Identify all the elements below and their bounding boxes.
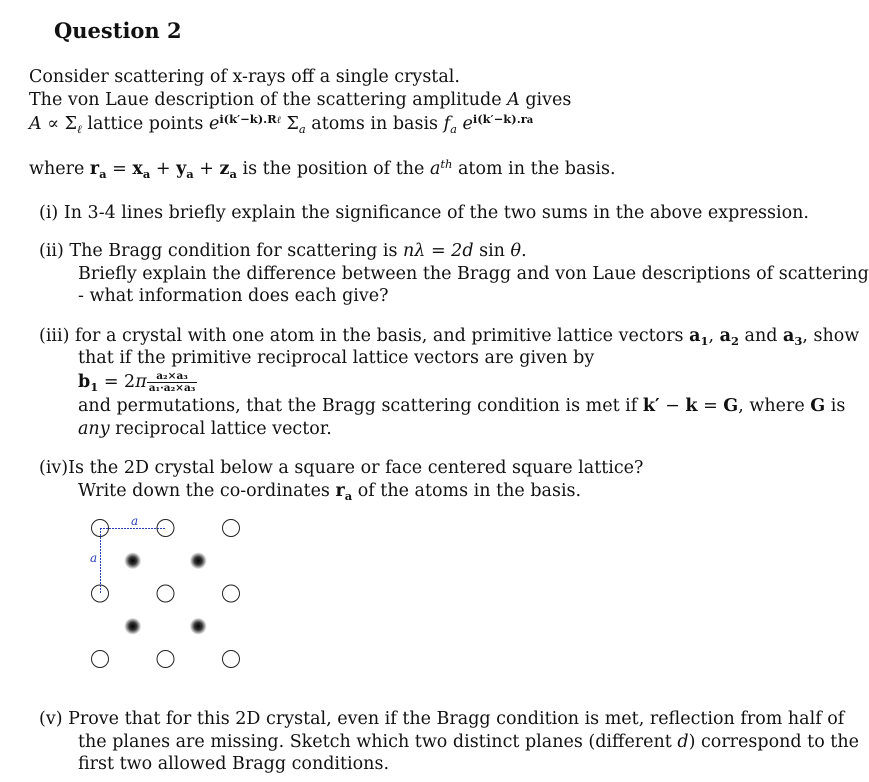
g-vector: G	[723, 396, 739, 416]
equals-sign: =	[697, 396, 724, 416]
eq-exp-1-sub: ℓ	[276, 115, 281, 126]
part-iii-text-a: (iii) for a crystal with one atom in the basis, and primitive lattice vectors	[39, 326, 690, 346]
part-v-text-b: ) correspond to the	[688, 732, 859, 752]
part-iv-text-a: Write down the co-ordinates	[78, 481, 336, 501]
part-i: (i) In 3-4 lines briefly explain the significance of the two sums in the above expression.	[39, 203, 809, 223]
bragg-sin: sin	[473, 241, 511, 261]
xa-sub: a	[142, 167, 151, 181]
za-sub: a	[229, 167, 237, 181]
crystal-lattice-diagram	[80, 508, 255, 673]
bragg-period: .	[521, 241, 527, 261]
plus-2: +	[193, 159, 220, 179]
filled-basis-atom	[124, 552, 141, 569]
th-superscript: th	[440, 157, 453, 171]
a-symbol: a	[429, 159, 441, 179]
where-text-1: where	[29, 159, 90, 179]
where-text: , where	[738, 396, 811, 416]
eq-exp-1-base: e	[208, 114, 220, 134]
eq-form-factor: f	[443, 114, 451, 134]
lattice-constant-top-label: a	[131, 514, 139, 528]
g-vector-2: G	[810, 396, 826, 416]
show-text: , show	[802, 326, 860, 346]
ra-sub: a	[99, 167, 107, 181]
filled-basis-atom	[124, 618, 141, 635]
eq-sum-2-index: a	[298, 122, 306, 136]
where-text-3: is the position of the	[236, 159, 430, 179]
eq-proportional: ∝	[41, 114, 65, 134]
filled-basis-atom	[190, 618, 207, 635]
a3-sub: 3	[794, 334, 803, 348]
part-ii-line-2: Briefly explain the difference between the Bragg and von Laue descriptions of scattering	[78, 264, 869, 284]
intro-line-2	[29, 89, 571, 111]
reciprocal-fraction	[147, 371, 198, 394]
za-symbol: z	[219, 159, 230, 179]
eq-exp-2-power: i(k′−k).r	[472, 112, 527, 126]
fraction-numerator: a₂×a₃	[147, 371, 198, 383]
part-v-line-3: first two allowed Bragg conditions.	[78, 754, 390, 774]
open-lattice-atom	[223, 520, 240, 537]
where-text-4: atom in the basis.	[452, 159, 616, 179]
ra-symbol: r	[89, 159, 100, 179]
reciprocal-vector-equation	[78, 371, 197, 394]
bragg-equation: nλ = 2d	[403, 241, 474, 261]
eq-amplitude: A	[29, 114, 42, 134]
eq-exp-1-power: i(k′−k).R	[219, 112, 277, 126]
d-symbol: d	[677, 732, 689, 752]
open-lattice-atom	[157, 585, 174, 602]
part-iii-line-4	[78, 395, 845, 417]
minus-sign: −	[659, 396, 686, 416]
open-lattice-atom	[157, 651, 174, 668]
eq-exp-2-base: e	[456, 114, 473, 134]
is-text: is	[825, 396, 846, 416]
part-iv-text-b: of the atoms in the basis.	[352, 481, 582, 501]
eq-exp-2-sub: a	[526, 115, 534, 126]
bragg-theta: θ	[510, 241, 522, 261]
a1-sub: 1	[700, 334, 709, 348]
open-lattice-atom	[223, 651, 240, 668]
eq-lattice-points: lattice points	[81, 114, 209, 134]
b1-symbol: b	[78, 372, 91, 392]
b1-sub: 1	[90, 380, 99, 394]
part-iii-line-4-text: and permutations, that the Bragg scattering condition is met if	[78, 396, 643, 416]
comma: ,	[708, 326, 720, 346]
ra-symbol-iv: r	[335, 481, 345, 501]
part-v-line-1: (v) Prove that for this 2D crystal, even if the Bragg condition is met, reflection from half of	[39, 709, 845, 729]
a1-symbol: a	[689, 326, 701, 346]
ya-sub: a	[186, 167, 194, 181]
part-iii-line-5	[78, 418, 332, 440]
plus-1: +	[150, 159, 177, 179]
part-iii-line-1	[39, 325, 859, 348]
open-lattice-atom	[92, 585, 109, 602]
intro-line-2-text-a: The von Laue description of the scattering amplitude	[29, 90, 508, 110]
atoms-layer	[92, 520, 240, 668]
von-laue-equation	[29, 113, 533, 138]
k-prime: k′	[642, 396, 660, 416]
part-iii-line-5-text: reciprocal lattice vector.	[109, 419, 332, 439]
b1-equals: = 2	[98, 372, 136, 392]
where-line	[29, 158, 616, 181]
part-ii-text-a: (ii) The Bragg condition for scattering is	[39, 241, 404, 261]
a2-symbol: a	[719, 326, 731, 346]
open-lattice-atom	[92, 651, 109, 668]
ya-symbol: y	[176, 159, 187, 179]
ra-sub-iv: a	[344, 489, 353, 503]
eq-atoms-in-basis: atoms in basis	[305, 114, 444, 134]
lattice-constant-left-label: a	[90, 551, 98, 565]
any-word: any	[78, 419, 110, 439]
xa-symbol: x	[132, 159, 143, 179]
pi-symbol: π	[135, 372, 147, 392]
part-v-line-2	[78, 731, 859, 753]
fraction-denominator: a₁·a₂×a₃	[148, 382, 196, 394]
intro-line-1: Consider scattering of x-rays off a single crystal.	[29, 67, 460, 87]
part-iv-line-1: (iv)Is the 2D crystal below a square or face centered square lattice?	[39, 458, 644, 478]
open-lattice-atom	[223, 585, 240, 602]
and-text: and	[738, 326, 784, 346]
eq-sum-1-index: ℓ	[76, 122, 82, 136]
a3-symbol: a	[783, 326, 795, 346]
amplitude-symbol: A	[507, 90, 520, 110]
open-lattice-atom	[157, 520, 174, 537]
part-v-text-a: the planes are missing. Sketch which two distinct planes (different	[78, 732, 678, 752]
eq-form-factor-sub: a	[450, 122, 457, 136]
part-iv-line-2	[78, 480, 581, 503]
eq-sum-1: Σ	[64, 114, 77, 134]
question-title: Question 2	[54, 18, 182, 43]
a2-sub: 2	[730, 334, 739, 348]
k-vector: k	[685, 396, 698, 416]
where-eq: =	[106, 159, 133, 179]
eq-sum-2: Σ	[280, 114, 299, 134]
part-ii-line-1	[39, 240, 527, 262]
intro-line-2-text-c: gives	[519, 90, 572, 110]
part-ii-line-3: - what information does each give?	[78, 286, 389, 306]
part-iii-line-2: that if the primitive reciprocal lattice vectors are given by	[78, 348, 595, 368]
filled-basis-atom	[190, 552, 207, 569]
